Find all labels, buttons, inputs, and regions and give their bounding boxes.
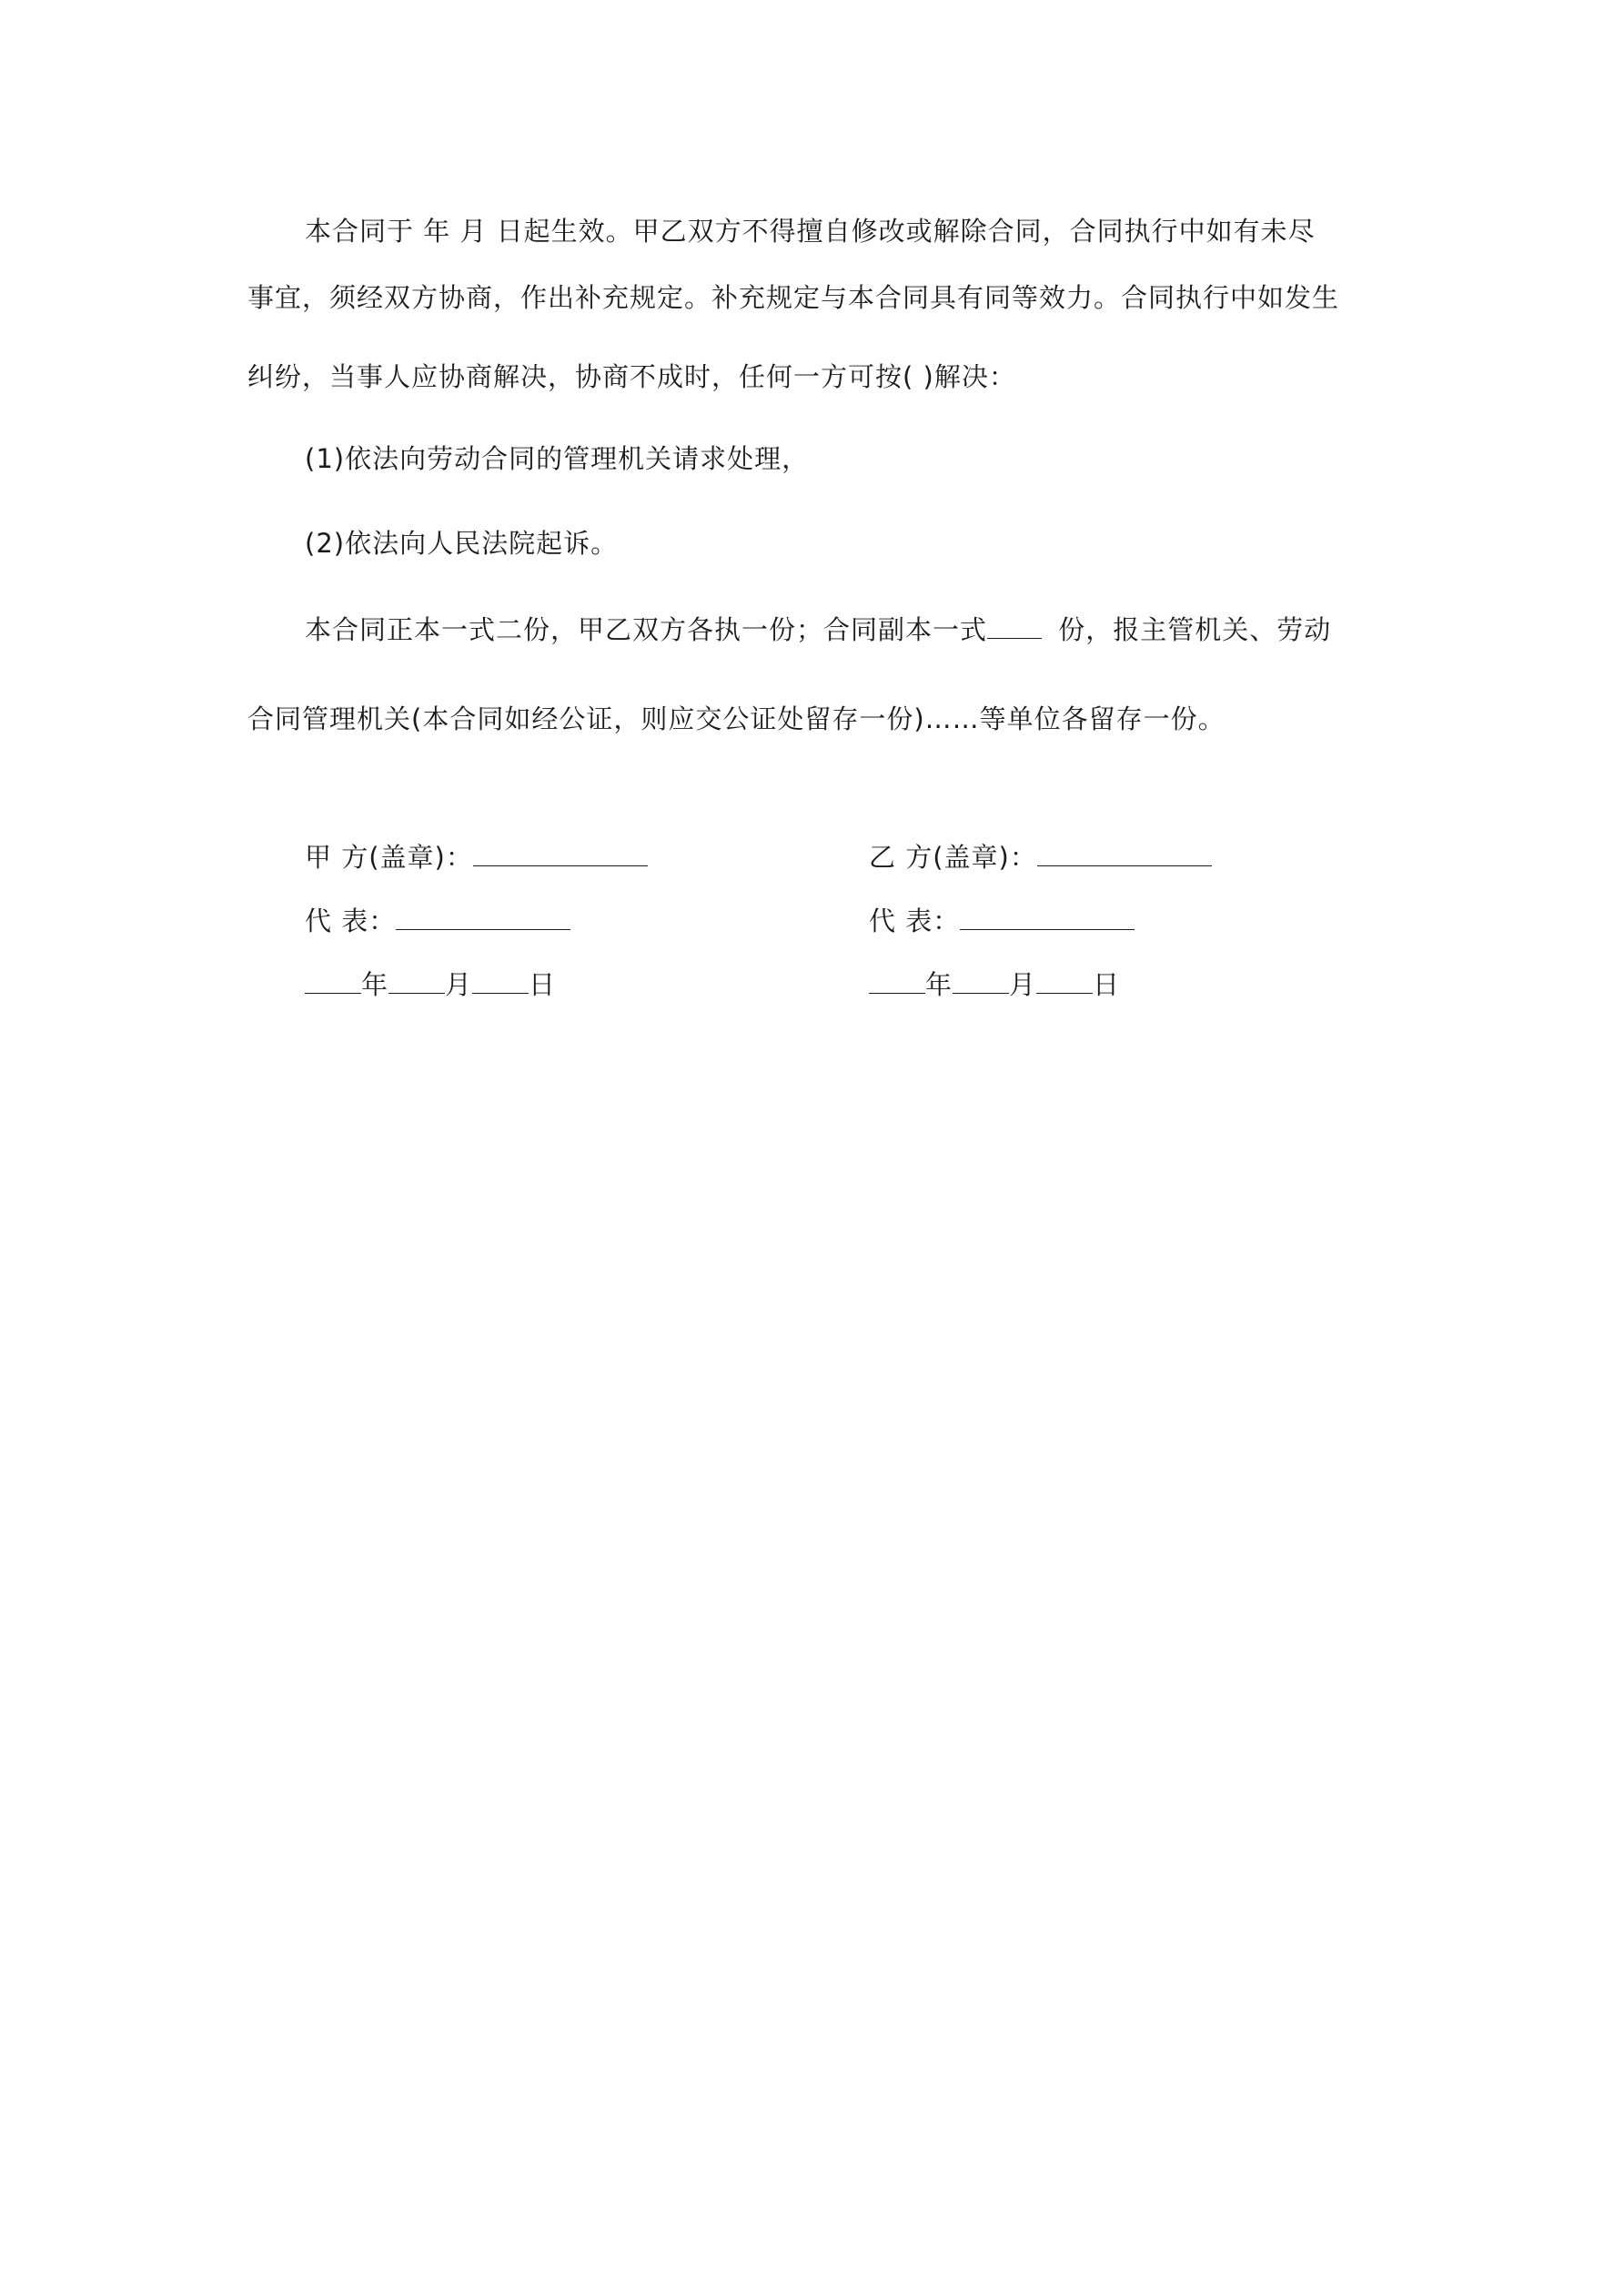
party-a-day-label: 日 bbox=[529, 969, 557, 1000]
party-a-year-blank[interactable] bbox=[305, 971, 361, 994]
party-b-rep-line bbox=[869, 901, 1135, 938]
copies-clause-text-b: 份，报主管机关、劳动 bbox=[1049, 614, 1332, 645]
party-b-year-label: 年 bbox=[925, 969, 953, 1000]
party-a-stamp-line bbox=[305, 837, 648, 875]
party-a-rep-label: 代 表： bbox=[305, 905, 397, 936]
copies-clause-line-1 bbox=[305, 610, 1387, 647]
copies-count-blank[interactable] bbox=[987, 616, 1042, 639]
party-a-stamp-label: 甲 方(盖章)： bbox=[305, 842, 473, 873]
party-b-year-blank[interactable] bbox=[869, 971, 925, 994]
party-b-rep-blank[interactable] bbox=[960, 907, 1135, 930]
copies-clause-text-a: 本合同正本一式二份，甲乙双方各执一份；合同副本一式 bbox=[305, 614, 988, 645]
party-a-rep-line bbox=[305, 901, 570, 938]
party-a-year-label: 年 bbox=[361, 969, 389, 1000]
party-b-stamp-label: 乙 方(盖章)： bbox=[869, 842, 1037, 873]
dispute-option-1: (1)依法向劳动合同的管理机关请求处理， bbox=[305, 443, 810, 474]
party-a-rep-blank[interactable] bbox=[396, 907, 570, 930]
party-b-stamp-blank[interactable] bbox=[1037, 844, 1212, 866]
effective-clause-line-3: 纠纷，当事人应协商解决，协商不成时，任何一方可按( )解决： bbox=[247, 361, 1016, 392]
party-b-stamp-line bbox=[869, 837, 1212, 875]
party-b-month-blank[interactable] bbox=[953, 971, 1009, 994]
party-b-day-blank[interactable] bbox=[1036, 971, 1093, 994]
party-a-date-line bbox=[305, 965, 556, 1002]
dispute-option-2: (2)依法向人民法院起诉。 bbox=[305, 528, 619, 559]
party-b-day-label: 日 bbox=[1093, 969, 1121, 1000]
party-a-month-blank[interactable] bbox=[388, 971, 445, 994]
party-b-date-line bbox=[869, 965, 1120, 1002]
effective-clause-line-1: 本合同于 年 月 日起生效。甲乙双方不得擅自修改或解除合同，合同执行中如有未尽 bbox=[305, 216, 1316, 247]
party-b-rep-label: 代 表： bbox=[869, 905, 961, 936]
party-a-day-blank[interactable] bbox=[472, 971, 529, 994]
party-b-month-label: 月 bbox=[1009, 969, 1037, 1000]
copies-clause-line-2: 合同管理机关(本合同如经公证，则应交公证处留存一份)……等单位各留存一份。 bbox=[247, 703, 1226, 734]
party-a-stamp-blank[interactable] bbox=[473, 844, 648, 866]
party-a-month-label: 月 bbox=[445, 969, 473, 1000]
effective-clause-line-2: 事宜，须经双方协商，作出补充规定。补充规定与本合同具有同等效力。合同执行中如发生 bbox=[247, 282, 1340, 313]
